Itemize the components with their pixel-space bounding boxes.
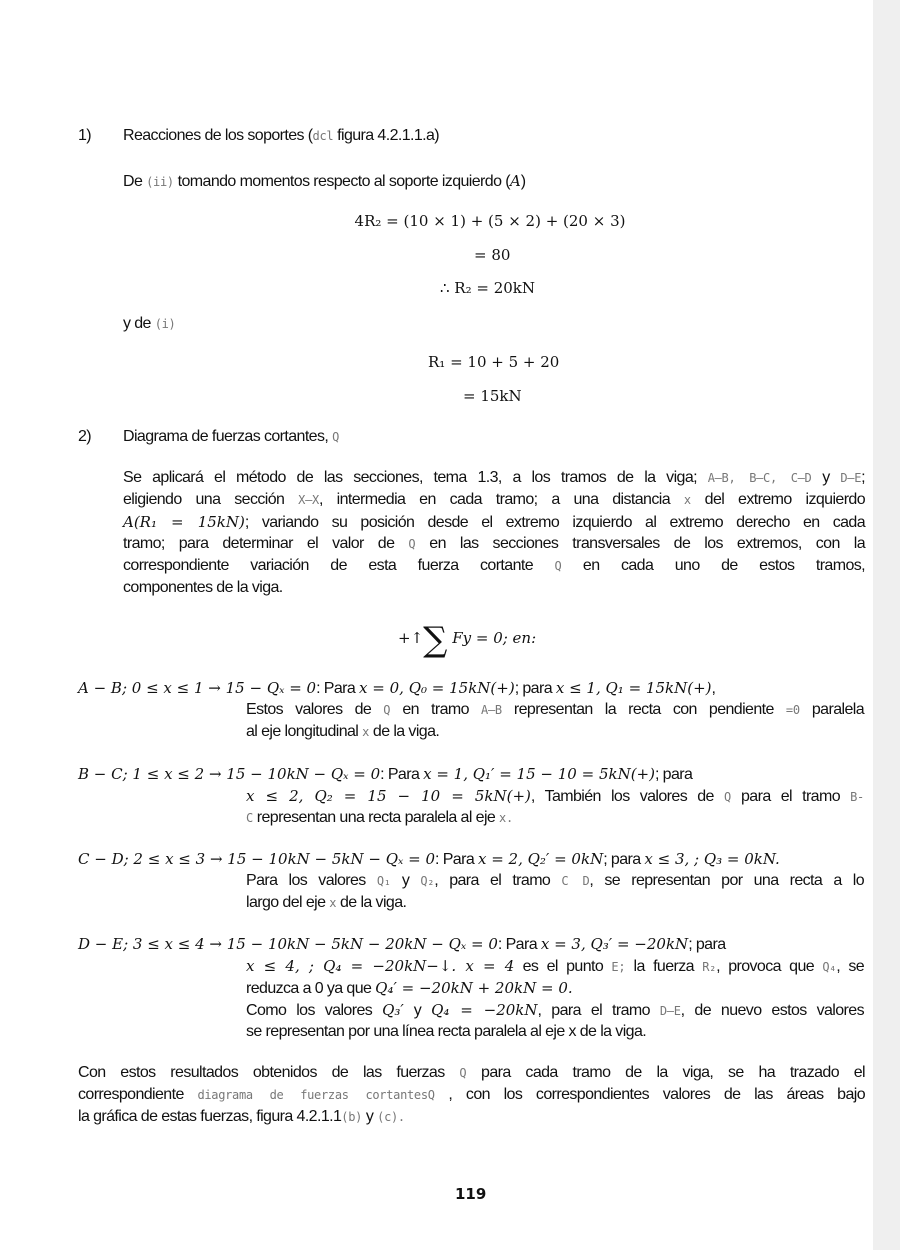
conclusion-line: Con estos resultados obtenidos de las fuerzas Q para cada tramo de la viga, se ha trazado el	[78, 1064, 865, 1081]
segment-de-line: Como los valores Q₃′ y Q₄ = −20kN, para el tramo D–E, de nuevo estos valores	[246, 1001, 864, 1019]
equation: R₁ = 10 + 5 + 20	[428, 353, 560, 371]
section-title: Diagrama de fuerzas cortantes, Q	[123, 428, 340, 445]
equation: = 80	[474, 246, 511, 264]
equation: 4R₂ = (10 × 1) + (5 × 2) + (20 × 3)	[354, 212, 626, 230]
paragraph-line: correspondiente variación de esta fuerza cortante Q en cada uno de estos tramos,	[123, 557, 865, 574]
paragraph-line: eligiendo una sección X–X, intermedia en cada tramo; a una distancia x del extremo izquierdo	[123, 491, 866, 508]
segment-bc-line: x ≤ 2, Q₂ = 15 − 10 = 5kN(+), También los valores de Q para el tramo B-	[246, 787, 864, 805]
from-eq-intro: y de (i)	[123, 315, 176, 332]
section-title: Reacciones de los soportes (dcl figura 4.2.1.1.a)	[123, 127, 440, 144]
sum-icon: ∑	[423, 620, 448, 660]
section-number: 2)	[78, 428, 92, 445]
paragraph-line: componentes de la viga.	[123, 579, 283, 596]
paragraph-line: tramo; para determinar el valor de Q en las secciones transversales de los extremos, con la	[123, 535, 865, 552]
equation: ∴ R₂ = 20kN	[440, 279, 536, 297]
segment-cd-line: C − D; 2 ≤ x ≤ 3 → 15 − 10kN − 5kN − Qₓ = 0: Para x = 2, Q₂′ = 0kN; para x ≤ 3, ; Q₃ = 0kN.	[78, 850, 780, 868]
segment-ab-line: al eje longitudinal x de la viga.	[246, 723, 440, 740]
segment-bc-line: C representan una recta paralela al eje x.	[246, 809, 513, 826]
segment-ab-line: Estos valores de Q en tramo A–B representan la recta con pendiente =0 paralela	[246, 701, 864, 718]
conclusion-line: la gráfica de estas fuerzas, figura 4.2.1.1(b) y (c).	[78, 1108, 405, 1125]
segment-de-line: x ≤ 4, ; Q₄ = −20kN−↓. x = 4 es el punto E; la fuerza R₂, provoca que Q₄, se	[246, 957, 865, 975]
equilibrium-equation: +↑∑ Fy = 0; en:	[398, 620, 537, 660]
scrollbar[interactable]	[873, 0, 900, 1250]
segment-de-line: se representan por una línea recta paralela al eje x de la viga.	[246, 1023, 647, 1040]
moment-intro: De (ii) tomando momentos respecto al soporte izquierdo (A)	[123, 172, 526, 190]
section-number: 1)	[78, 127, 92, 144]
equation: = 15kN	[463, 387, 522, 405]
paragraph-line: Se aplicará el método de las secciones, tema 1.3, a los tramos de la viga; A–B, B–C, C–D y D–E;	[123, 469, 865, 486]
conclusion-line: correspondiente diagrama de fuerzas cortantesQ , con los correspondientes valores de las áreas bajo	[78, 1086, 866, 1103]
page-number: 119	[455, 1185, 487, 1203]
segment-de-line: reduzca a 0 ya que Q₄′ = −20kN + 20kN = 0.	[246, 979, 573, 997]
segment-ab-line: A − B; 0 ≤ x ≤ 1 → 15 − Qₓ = 0: Para x = 0, Q₀ = 15kN(+); para x ≤ 1, Q₁ = 15kN(+),	[78, 679, 716, 697]
segment-cd-line: largo del eje x de la viga.	[246, 894, 407, 911]
paragraph-line: A(R₁ = 15kN); variando su posición desde el extremo izquierdo al extremo derecho en cada	[123, 513, 865, 531]
segment-bc-line: B − C; 1 ≤ x ≤ 2 → 15 − 10kN − Qₓ = 0: Para x = 1, Q₁′ = 15 − 10 = 5kN(+); para	[78, 765, 693, 783]
segment-de-line: D − E; 3 ≤ x ≤ 4 → 15 − 10kN − 5kN − 20kN − Qₓ = 0: Para x = 3, Q₃′ = −20kN; para	[78, 935, 726, 953]
segment-cd-line: Para los valores Q₁ y Q₂, para el tramo C D, se representan por una recta a lo	[246, 872, 864, 889]
